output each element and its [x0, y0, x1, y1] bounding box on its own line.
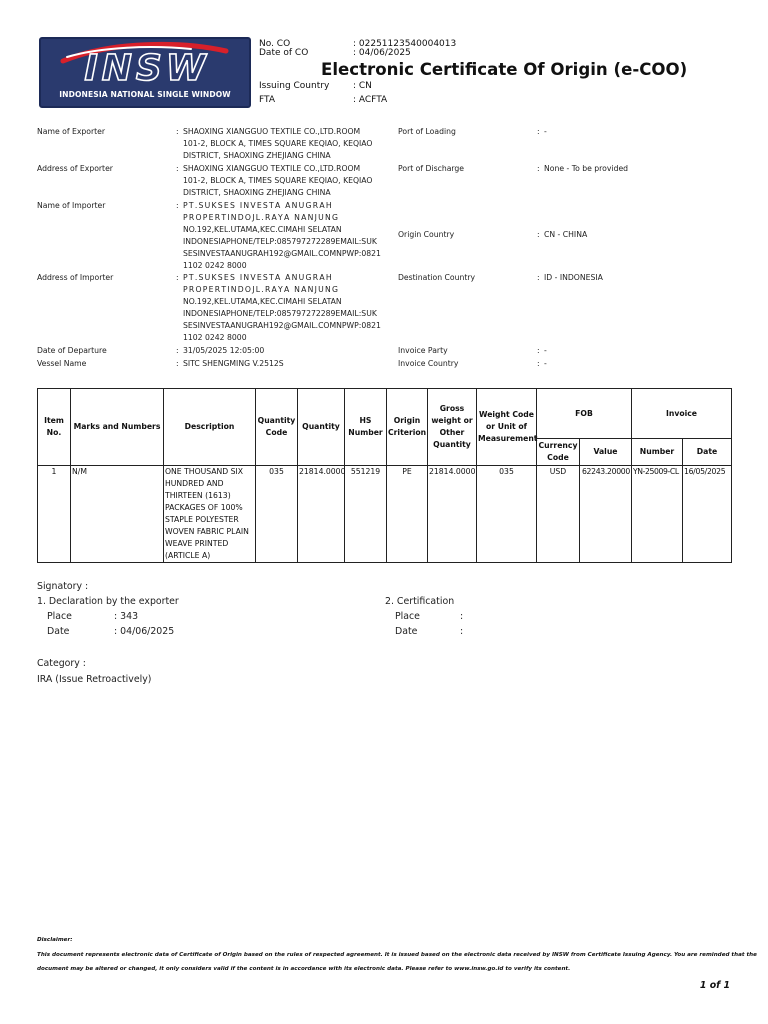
- col-header-weight-code: Weight Code or Unit of Measurement: [477, 389, 537, 466]
- exporter-address-line: DISTRICT, SHAOXING ZHEJIANG CHINA: [183, 188, 331, 197]
- certification-place-value: :: [460, 611, 464, 622]
- cell-gross: 21814.0000: [428, 466, 477, 563]
- exporter-name-value: [183, 126, 377, 162]
- exporter-address-value: [183, 163, 377, 199]
- declaration-date-value: : 04/06/2025: [114, 626, 175, 637]
- col-header-value: Value: [580, 439, 632, 466]
- col-header-description: Description: [164, 389, 256, 466]
- importer-address-line: SESINVESTAANUGRAH192@GMAIL.COMNPWP:0821: [183, 321, 381, 330]
- issuing-country-label: Issuing Country: [259, 81, 330, 91]
- col-header-currency: Currency Code: [537, 439, 580, 466]
- description-line: STAPLE POLYESTER: [165, 515, 239, 524]
- importer-name-line: 1102 0242 8000: [183, 261, 247, 270]
- declaration-heading: 1. Declaration by the exporter: [37, 596, 179, 607]
- origin-country-value: CN - CHINA: [544, 230, 588, 239]
- importer-name-line: INDONESIAPHONE/TELP:085797272289EMAIL:SUK: [183, 237, 377, 246]
- importer-name-line: SESINVESTAANUGRAH192@GMAIL.COMNPWP:0821: [183, 249, 381, 258]
- importer-address-line: INDONESIAPHONE/TELP:085797272289EMAIL:SUK: [183, 309, 377, 318]
- col-header-item-no: Item No.: [38, 389, 71, 466]
- col-header-invoice: Invoice: [632, 389, 732, 439]
- cell-number: YN-25009-CL: [632, 466, 683, 563]
- declaration-place-value: : 343: [114, 611, 139, 622]
- colon: :: [537, 164, 540, 173]
- exporter-name-line: DISTRICT, SHAOXING ZHEJIANG CHINA: [183, 151, 331, 160]
- description-line: PACKAGES OF 100%: [165, 503, 243, 512]
- importer-name-line: NO.192,KEL.UTAMA,KEC.CIMAHI SELATAN: [183, 225, 342, 234]
- invoice-country-label: Invoice Country: [398, 359, 459, 368]
- cell-value: 62243.20000: [580, 466, 632, 563]
- port-discharge-label: Port of Discharge: [398, 164, 465, 173]
- items-table: [37, 388, 732, 563]
- cell-item-no: 1: [38, 466, 71, 563]
- exporter-name-line: SHAOXING XIANGGUO TEXTILE CO.,LTD.ROOM: [183, 127, 361, 136]
- exporter-address-line: 101-2, BLOCK A, TIMES SQUARE KEQIAO, KEQIAO: [183, 176, 373, 185]
- declaration-date-label: Date: [47, 626, 70, 637]
- importer-name-line: P R O P E R T I N D O J L . R A Y A N A N J U N G: [183, 213, 338, 222]
- exporter-name-line: 101-2, BLOCK A, TIMES SQUARE KEQIAO, KEQIAO: [183, 139, 373, 148]
- colon: :: [176, 127, 179, 136]
- category-label: Category :: [37, 658, 86, 669]
- cell-quantity: 21814.0000: [298, 466, 345, 563]
- colon: :: [176, 359, 179, 368]
- vessel-value: SITC SHENGMING V.2512S: [183, 359, 284, 368]
- certification-date-value: :: [460, 626, 464, 637]
- certification-heading: 2. Certification: [385, 596, 455, 607]
- description-line: ONE THOUSAND SIX: [165, 467, 244, 476]
- col-header-fob: FOB: [537, 389, 632, 439]
- destination-country-value: ID - INDONESIA: [544, 273, 603, 282]
- description-line: (ARTICLE A): [165, 551, 211, 560]
- description-line: HUNDRED AND: [165, 479, 224, 488]
- disclaimer-line-2: document may be altered or changed, it only considers valid if the content is in accordance with its electronic data. Please refer to www.insw.go.id to verify its content.: [37, 966, 571, 972]
- certification-date-label: Date: [395, 626, 418, 637]
- cell-currency: USD: [537, 466, 580, 563]
- invoice-country-value: -: [544, 359, 547, 368]
- colon: :: [176, 164, 179, 173]
- exporter-name-label: Name of Exporter: [37, 127, 106, 136]
- col-header-origin: Origin Criterion: [387, 389, 428, 466]
- cell-origin: PE: [387, 466, 428, 563]
- colon: :: [537, 359, 540, 368]
- certification-place-label: Place: [395, 611, 420, 622]
- importer-address-line: NO.192,KEL.UTAMA,KEC.CIMAHI SELATAN: [183, 297, 342, 306]
- colon: :: [537, 273, 540, 282]
- exporter-address-label: Address of Exporter: [37, 164, 113, 173]
- colon: :: [537, 230, 540, 239]
- table-header-row: [38, 389, 732, 439]
- description-line: WEAVE PRINTED: [165, 539, 229, 548]
- fta-label: FTA: [259, 95, 275, 105]
- port-loading-label: Port of Loading: [398, 127, 456, 136]
- table-row: [38, 466, 732, 563]
- date-co-label: Date of CO: [259, 48, 309, 58]
- departure-value: 31/05/2025 12:05:00: [183, 346, 265, 355]
- colon: :: [537, 346, 540, 355]
- importer-name-label: Name of Importer: [37, 201, 106, 210]
- disclaimer-line-1: This document represents electronic data of Certificate of Origin based on the rules of respected agreement. It is issued based on the electronic data received by INSW from Certificate Issuing Agency. You are reminded that the: [37, 952, 757, 958]
- cell-description: [164, 466, 256, 563]
- colon: :: [176, 201, 179, 210]
- no-co-label: No. CO: [259, 39, 291, 49]
- col-header-number: Number: [632, 439, 683, 466]
- port-loading-value: -: [544, 127, 547, 136]
- page-title: Electronic Certificate Of Origin (e-COO): [321, 60, 688, 79]
- insw-logo: [39, 37, 251, 108]
- declaration-place-label: Place: [47, 611, 72, 622]
- col-header-date: Date: [683, 439, 732, 466]
- logo-subtitle: INDONESIA NATIONAL SINGLE WINDOW: [59, 90, 231, 99]
- cell-hs: 551219: [345, 466, 387, 563]
- signatory-title: Signatory :: [37, 581, 89, 592]
- exporter-address-line: SHAOXING XIANGGUO TEXTILE CO.,LTD.ROOM: [183, 164, 361, 173]
- importer-name-value: [183, 200, 381, 272]
- importer-address-label: Address of Importer: [37, 273, 114, 282]
- issuing-country-value: : CN: [353, 81, 372, 91]
- importer-address-line: 1102 0242 8000: [183, 333, 247, 342]
- disclaimer-title: Disclaimer:: [37, 937, 73, 943]
- destination-country-label: Destination Country: [398, 273, 476, 282]
- port-discharge-value: None - To be provided: [544, 164, 629, 173]
- importer-name-line: P T . S U K S E S I N V E S T A A N U G R A H: [183, 201, 332, 210]
- date-co-value: : 04/06/2025: [353, 48, 411, 58]
- cell-marks: N/M: [71, 466, 164, 563]
- cell-date: 16/05/2025: [683, 466, 732, 563]
- col-header-hs: HS Number: [345, 389, 387, 466]
- no-co-value: : 02251123540004013: [353, 39, 457, 49]
- colon: :: [176, 346, 179, 355]
- insw-logo-text: INSW: [84, 48, 210, 89]
- page-number: 1 of 1: [699, 980, 730, 991]
- description-line: THIRTEEN (1613): [165, 491, 231, 500]
- cell-weight-code: 035: [477, 466, 537, 563]
- fta-value: : ACFTA: [353, 95, 388, 105]
- col-header-gross: Gross weight or Other Quantity: [428, 389, 477, 466]
- vessel-label: Vessel Name: [37, 359, 87, 368]
- invoice-party-label: Invoice Party: [398, 346, 448, 355]
- description-line: WOVEN FABRIC PLAIN: [165, 527, 249, 536]
- col-header-marks: Marks and Numbers: [71, 389, 164, 466]
- departure-label: Date of Departure: [37, 346, 107, 355]
- colon: :: [537, 127, 540, 136]
- origin-country-label: Origin Country: [398, 230, 455, 239]
- importer-address-value: [183, 272, 381, 344]
- category-value: IRA (Issue Retroactively): [37, 674, 152, 685]
- invoice-party-value: -: [544, 346, 547, 355]
- col-header-quantity: Quantity: [298, 389, 345, 466]
- importer-address-line: P T . S U K S E S I N V E S T A A N U G R A H: [183, 273, 332, 282]
- importer-address-line: P R O P E R T I N D O J L . R A Y A N A N J U N G: [183, 285, 338, 294]
- cell-qty-code: 035: [256, 466, 298, 563]
- col-header-qty-code: Quantity Code: [256, 389, 298, 466]
- colon: :: [176, 273, 179, 282]
